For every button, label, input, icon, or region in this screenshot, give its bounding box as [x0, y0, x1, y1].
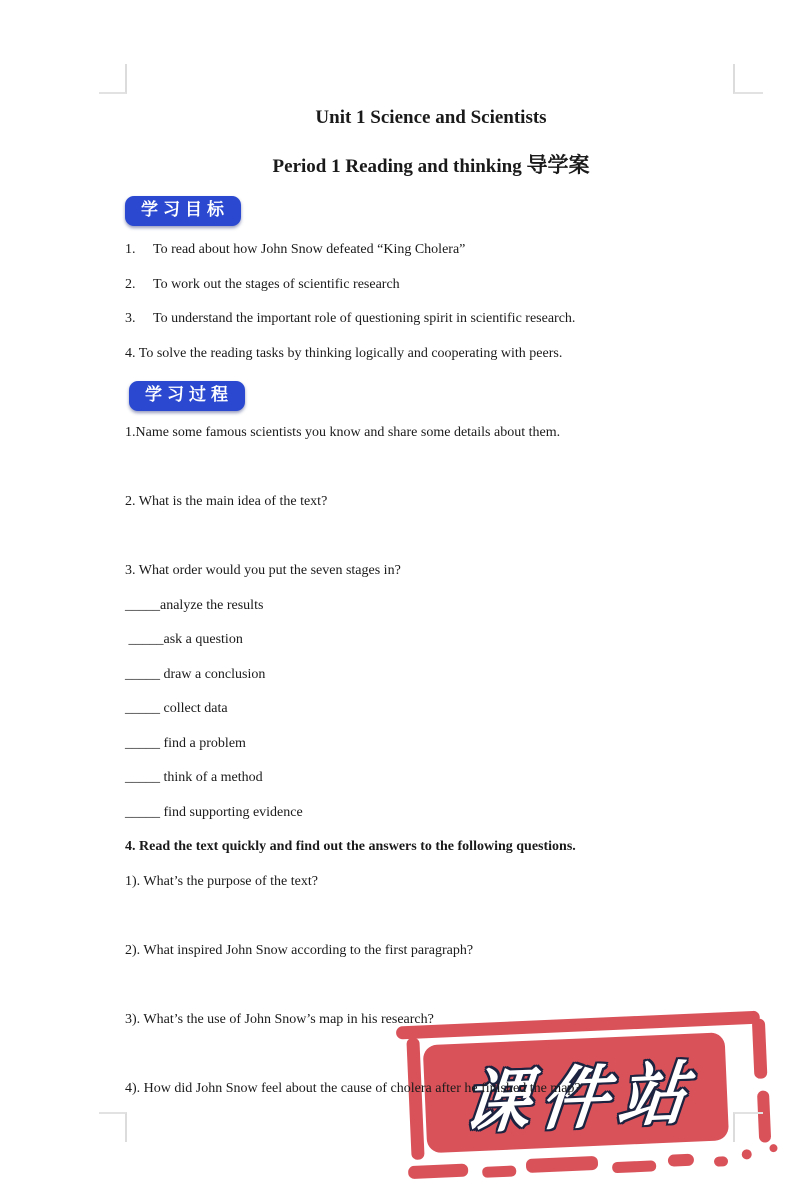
stamp-border-bottom-dash: [612, 1160, 656, 1173]
stage-blank-line: _____analyze the results: [125, 597, 264, 613]
answer-space: [125, 1037, 737, 1072]
subquestion-3: 3). What’s the use of John Snow’s map in his research?: [125, 1011, 434, 1027]
stage-blank-line: _____ask a question: [125, 632, 243, 647]
answer-space: [125, 520, 737, 555]
stage-blank-line: _____ find a problem: [125, 735, 246, 751]
objective-item-1: [125, 233, 737, 268]
subquestion-1: 1). What’s the purpose of the text?: [125, 873, 318, 889]
stage-blank-line: _____ draw a conclusion: [125, 666, 266, 682]
objective-text: To work out the stages of scientific research: [153, 276, 400, 292]
process-question-1: 1.Name some famous scientists you know and share some details about them.: [125, 425, 561, 440]
objective-item-3: [125, 302, 737, 337]
stage-blank-line: _____ find supporting evidence: [125, 804, 303, 820]
process-question-4-heading: 4. Read the text quickly and find out the answers to the following questions.: [125, 839, 576, 854]
objective-number: 1.: [125, 242, 136, 257]
stamp-border-dot: [742, 1149, 752, 1159]
answer-space: [125, 451, 737, 486]
process-question-3: 3. What order would you put the seven stages in?: [125, 563, 401, 578]
objectives-list: [125, 233, 737, 371]
stamp-text: 课件站: [458, 1053, 701, 1144]
objective-number: 3.: [125, 311, 136, 326]
stamp-border-bottom-dash: [482, 1165, 516, 1177]
objective-text: To read about how John Snow defeated “King Cholera”: [153, 242, 466, 257]
stamp-border-bottom-dash: [668, 1154, 694, 1167]
answer-space: [125, 899, 737, 934]
margin-mark-bottom-right: [733, 1112, 763, 1142]
period-title-chinese: 导学案: [526, 153, 590, 177]
objective-item-2: [125, 268, 737, 303]
period-title: [125, 151, 737, 181]
stamp-border-right: [752, 1018, 768, 1079]
stamp-border-bottom-dash: [408, 1164, 469, 1180]
learning-objectives-badge: 学习目标: [125, 196, 241, 226]
objective-text: To understand the important role of questioning spirit in scientific research.: [153, 311, 576, 326]
learning-process-badge: 学习过程: [129, 381, 245, 411]
margin-mark-top-right: [733, 64, 763, 94]
document-content: [125, 92, 737, 1106]
period-title-english: Period 1 Reading and thinking: [272, 156, 527, 177]
margin-mark-bottom-left: [99, 1112, 127, 1142]
stamp-border-dot: [714, 1156, 728, 1167]
process-question-2: 2. What is the main idea of the text?: [125, 494, 328, 509]
stage-blank-line: _____ collect data: [125, 701, 228, 716]
objective-number: 2.: [125, 276, 136, 292]
stamp-border-dot: [769, 1144, 777, 1152]
subquestion-4: 4). How did John Snow feel about the cause of cholera after he finished the map?: [125, 1080, 581, 1096]
stage-blank-line: _____ think of a method: [125, 770, 263, 785]
process-section: [125, 416, 737, 1106]
objective-item-4: 4. To solve the reading tasks by thinking logically and cooperating with peers.: [125, 345, 563, 361]
margin-mark-top-left: [99, 64, 127, 94]
answer-space: [125, 968, 737, 1003]
subquestion-2: 2). What inspired John Snow according to the first paragraph?: [125, 942, 474, 958]
unit-title: Unit 1 Science and Scientists: [315, 107, 547, 128]
stamp-border-bottom-dash: [526, 1156, 599, 1173]
